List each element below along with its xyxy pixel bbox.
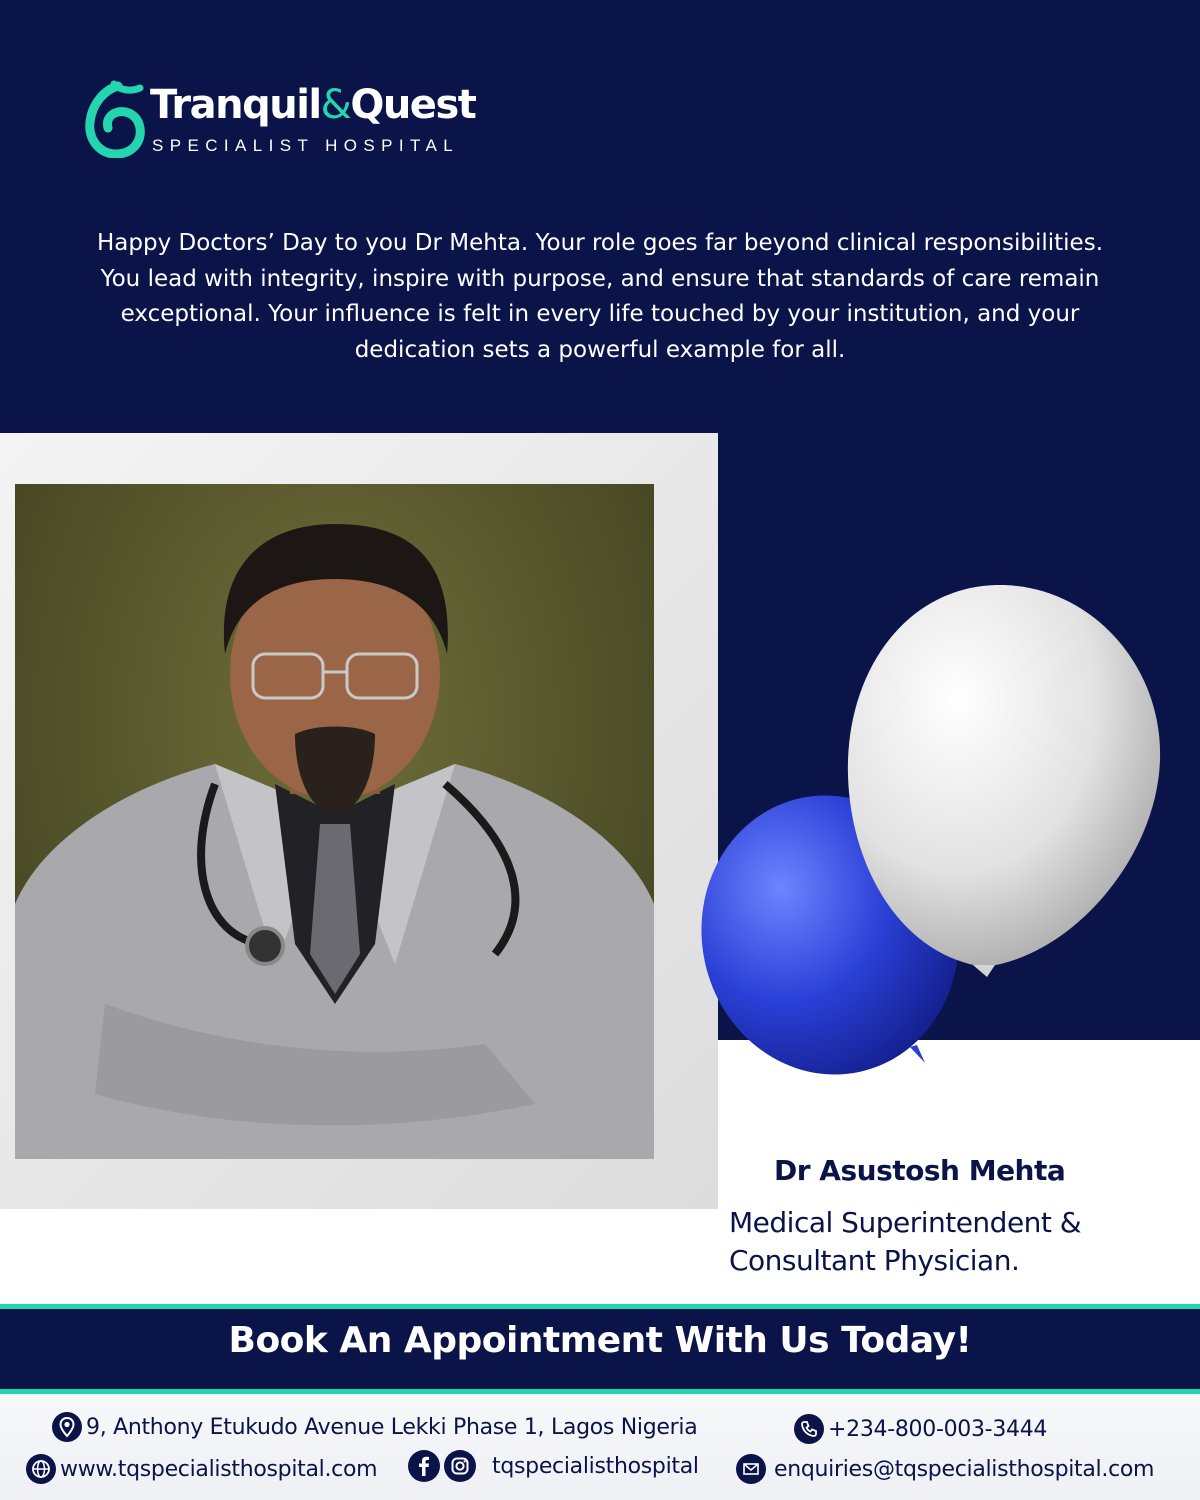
book-appointment-cta[interactable]: Book An Appointment With Us Today!	[228, 1320, 972, 1361]
phone-icon	[794, 1414, 824, 1444]
contact-footer	[0, 1394, 1200, 1500]
hospital-logo[interactable]	[84, 80, 484, 160]
doctor-name: Dr Asustosh Mehta	[774, 1154, 1066, 1187]
doctor-photo	[15, 484, 654, 1159]
footer-address	[52, 1412, 697, 1442]
email-text[interactable]: enquiries@tqspecialisthospital.com	[774, 1456, 1155, 1482]
phone-text[interactable]: +234-800-003-3444	[828, 1416, 1048, 1442]
logo-subtitle: SPECIALIST HOSPITAL	[152, 136, 460, 155]
logo-mark-icon	[84, 80, 146, 158]
globe-icon	[26, 1454, 56, 1484]
footer-phone[interactable]	[794, 1414, 1047, 1444]
social-handle-text[interactable]: tqspecialisthospital	[492, 1453, 699, 1479]
facebook-icon[interactable]	[408, 1450, 440, 1482]
logo-name-right: Quest	[350, 82, 476, 128]
doctor-title-line1: Medical Superintendent &	[729, 1206, 1082, 1239]
logo-wordmark	[150, 82, 475, 128]
mail-icon	[736, 1454, 766, 1484]
balloons-decoration	[695, 575, 1175, 1075]
logo-name-left: Tranquil	[150, 82, 321, 128]
silver-balloon	[848, 585, 1160, 967]
doctor-title-line2: Consultant Physician.	[729, 1244, 1020, 1277]
doctor-title	[729, 1204, 1189, 1280]
footer-website[interactable]	[26, 1454, 377, 1484]
instagram-icon[interactable]	[444, 1450, 476, 1482]
footer-email[interactable]	[736, 1454, 1154, 1484]
location-pin-icon	[52, 1412, 82, 1442]
doctors-day-message: Happy Doctors’ Day to you Dr Mehta. Your role goes far beyond clinical responsibilities. You lead with integrity, inspire with purpose, and ensure that standards of care remain exceptional. Your influence is felt in every life touched by your institution, and your dedication sets a powerful example for all.	[96, 230, 1103, 363]
logo-ampersand: &	[320, 82, 351, 128]
footer-social[interactable]	[408, 1450, 699, 1482]
address-text: 9, Anthony Etukudo Avenue Lekki Phase 1, Lagos Nigeria	[86, 1414, 698, 1440]
website-text[interactable]: www.tqspecialisthospital.com	[60, 1456, 378, 1482]
